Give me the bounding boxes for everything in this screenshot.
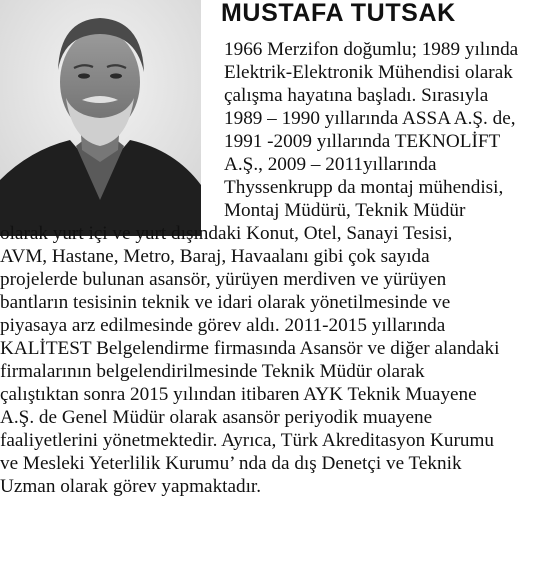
bio-line: Thyssenkrupp da montaj mühendisi,: [224, 177, 504, 198]
portrait-photo-graphic: [0, 0, 201, 236]
bio-line: çalıştıktan sonra 2015 yılından itibaren AYK Teknik Muayene: [0, 384, 477, 405]
bio-line: A.Ş., 2009 – 2011yıllarında: [224, 154, 437, 175]
bio-line: A.Ş. de Genel Müdür olarak asansör periyodik muayene: [0, 407, 433, 428]
bio-line: AVM, Hastane, Metro, Baraj, Havaalanı gibi çok sayıda: [0, 246, 430, 267]
bio-line: Uzman olarak görev yapmaktadır.: [0, 476, 262, 497]
bio-line: bantların tesisinin teknik ve idari olarak yönetilmesinde ve: [0, 292, 451, 313]
bio-line: çalışma hayatına başladı. Sırasıyla: [224, 85, 489, 106]
bio-line: firmalarının belgelendirilmesinde Teknik Müdür olarak: [0, 361, 425, 382]
bio-line: 1991 -2009 yıllarında TEKNOLİFT: [224, 131, 501, 152]
bio-line: Montaj Müdürü, Teknik Müdür: [224, 200, 466, 221]
bio-line: olarak yurt içi ve yurt dışındaki Konut, Otel, Sanayi Tesisi,: [0, 223, 453, 244]
bio-line: 1989 – 1990 yıllarında ASSA A.Ş. de,: [224, 108, 516, 129]
portrait-photo: [0, 0, 201, 236]
bio-line: ve Mesleki Yeterlilik Kurumu’ nda da dış Denetçi ve Teknik: [0, 453, 462, 474]
bio-line: Elektrik-Elektronik Mühendisi olarak: [224, 62, 513, 83]
bio-line: KALİTEST Belgelendirme firmasında Asansör ve diğer alandaki: [0, 338, 500, 359]
bio-line: faaliyetlerini yönetmektedir. Ayrıca, Türk Akreditasyon Kurumu: [0, 430, 494, 451]
bio-line: piyasaya arz edilmesinde görev aldı. 2011-2015 yıllarında: [0, 315, 446, 336]
bio-line: projelerde bulunan asansör, yürüyen merdiven ve yürüyen: [0, 269, 447, 290]
person-name: MUSTAFA TUTSAK: [221, 0, 456, 27]
bio-line: 1966 Merzifon doğumlu; 1989 yılında: [224, 39, 519, 60]
